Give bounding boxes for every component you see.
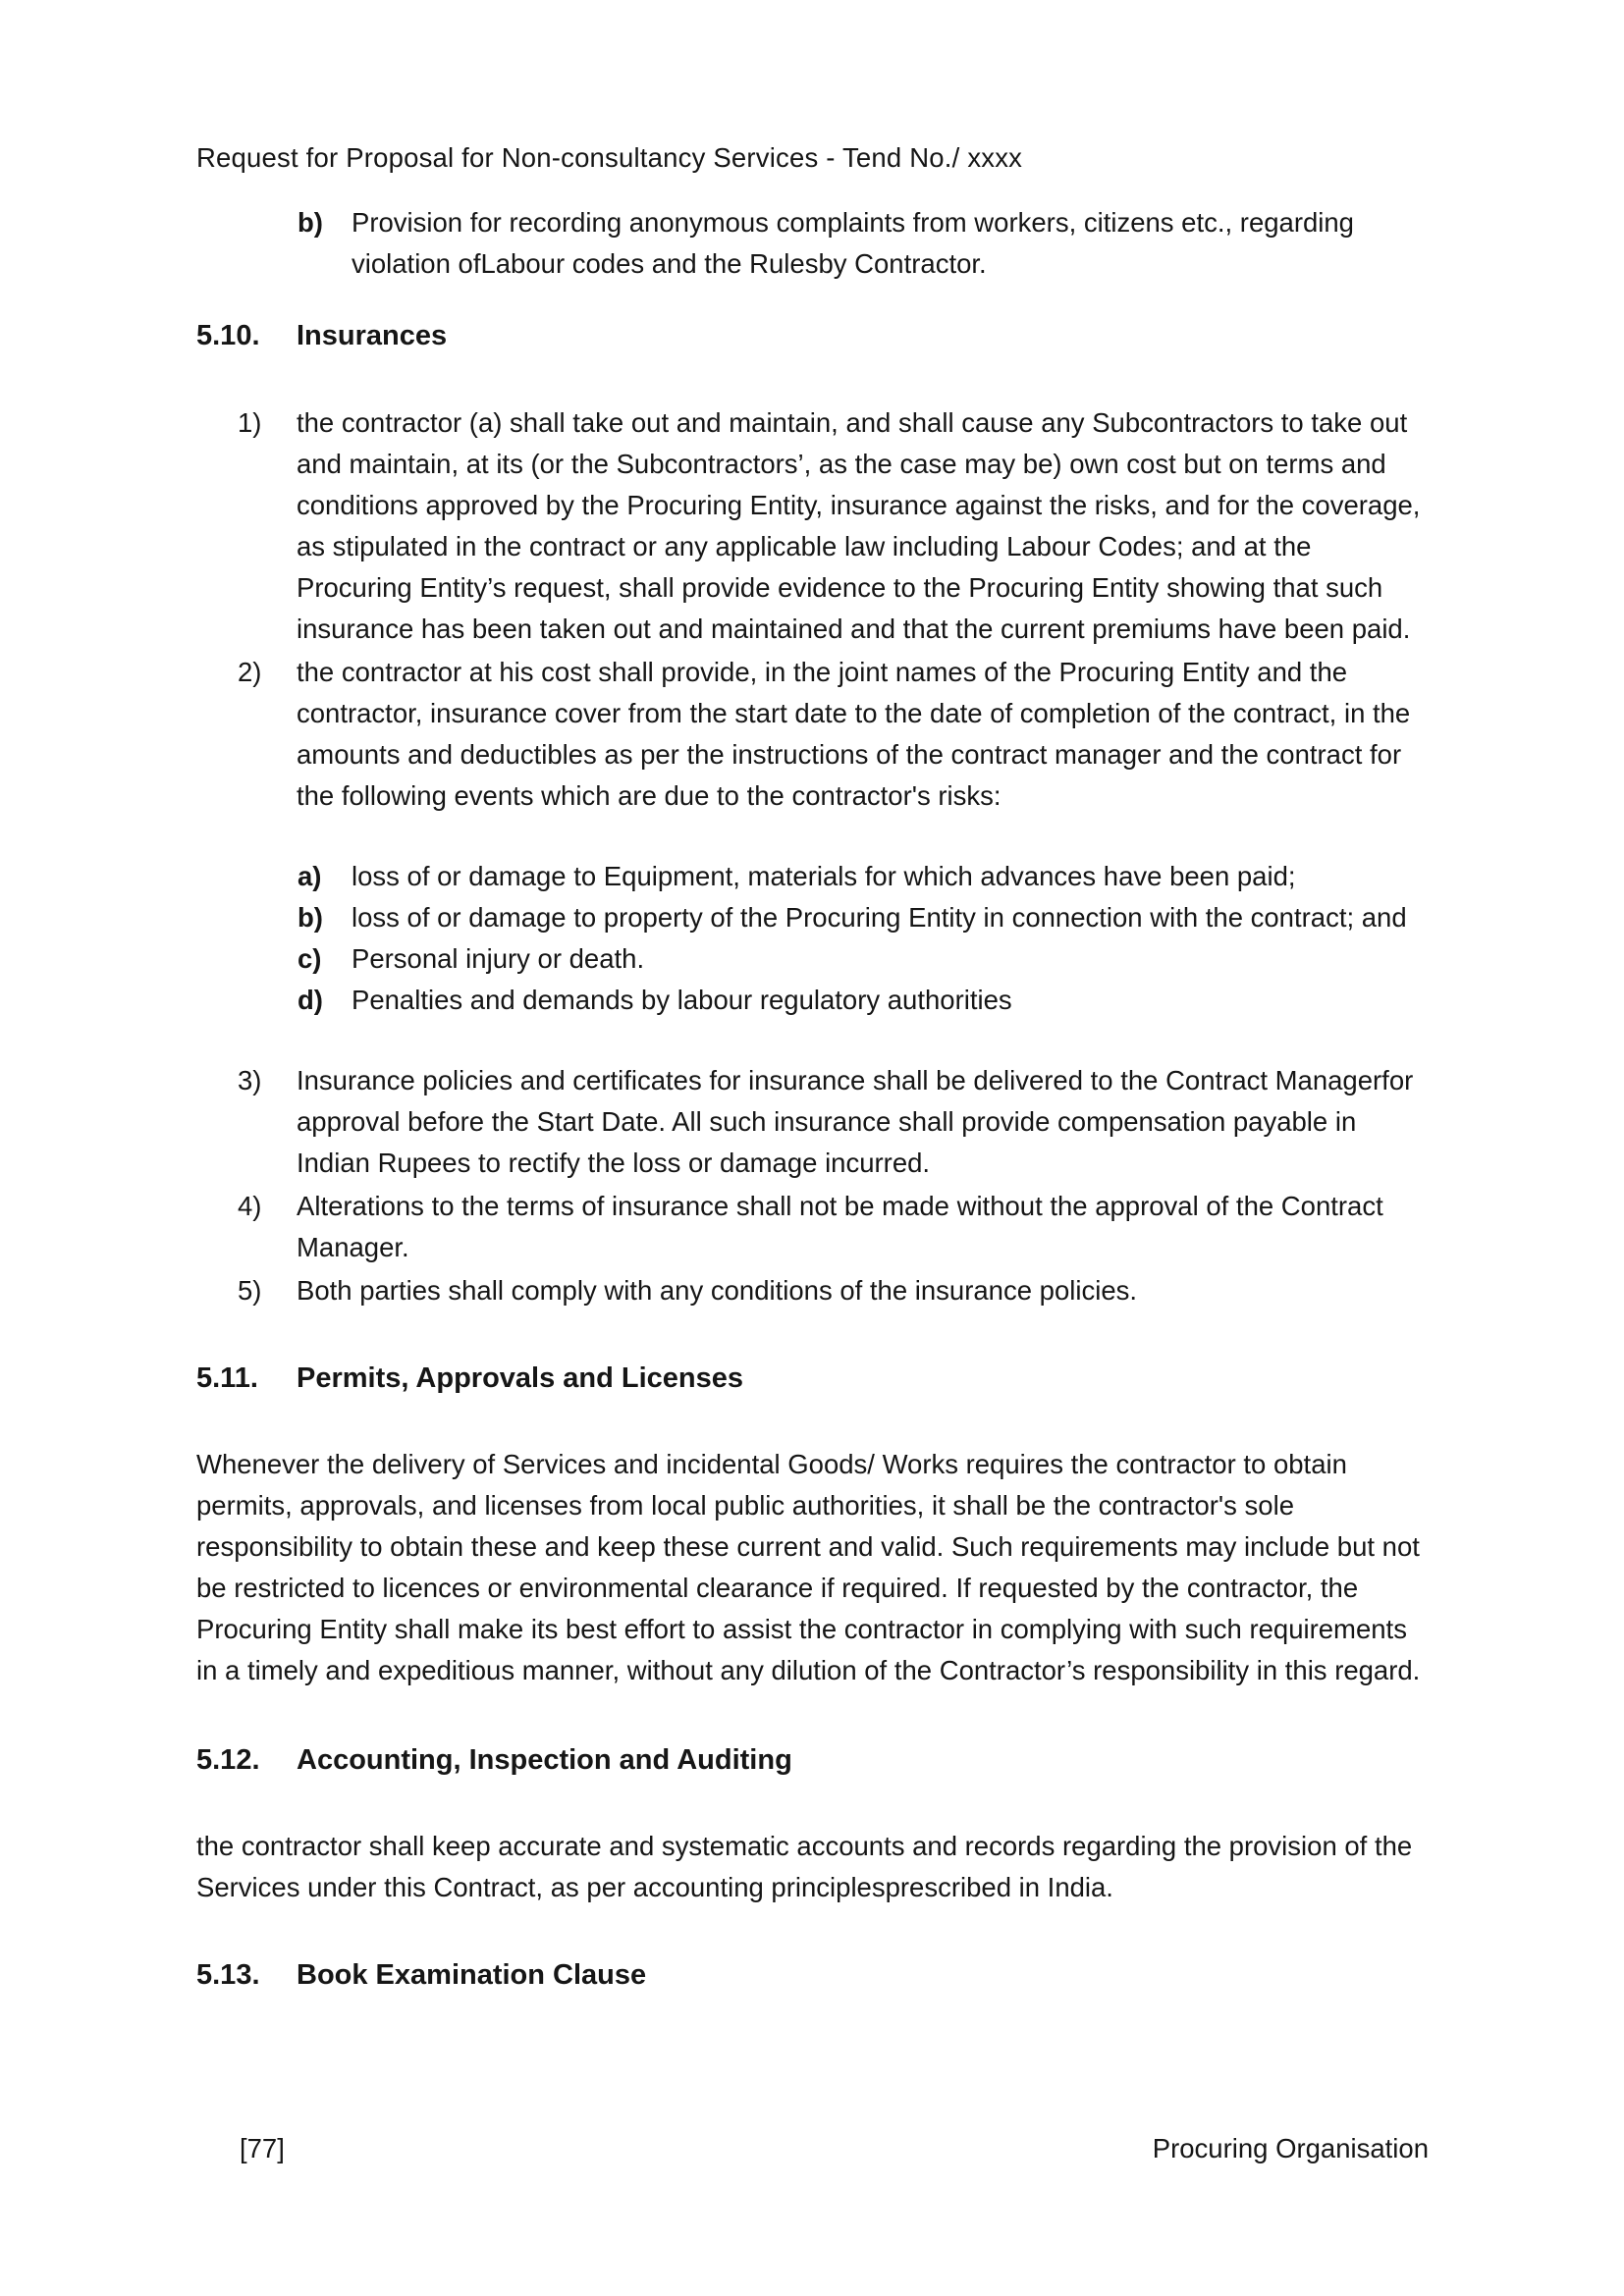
- list-item-intro-b: [196, 202, 1429, 285]
- list-item-text: the contractor at his cost shall provide, in the joint names of the Procuring Entity and the contractor, insurance cover from the start date to the date of completion of the contract, in the amounts and deductibles as per the instructions of the contract manager and the contract for the following events which are due to the contractor's risks:: [297, 657, 1411, 811]
- section-heading-5-10: [196, 314, 1429, 357]
- section-number: 5.12.: [196, 1744, 260, 1776]
- footer-organisation: Procuring Organisation: [1152, 2133, 1429, 2163]
- sub-item-b: [196, 897, 1429, 938]
- section-heading-5-11: [196, 1357, 1429, 1400]
- list-item-1: [196, 402, 1429, 650]
- list-item-label: 2): [238, 657, 262, 687]
- sub-item-a: [196, 856, 1429, 897]
- section-heading-5-13: [196, 1953, 1429, 1997]
- section-heading-5-12: [196, 1738, 1429, 1782]
- list-item-text: the contractor (a) shall take out and maintain, and shall cause any Subcontractors to take out and maintain, at its (or the Subcontractors’, as the case may be) own cost but on terms and conditions approved by the Procuring Entity, insurance against the risks, and for the coverage, as stipulated in the contract or any applicable law including Labour Codes; and at the Procuring Entity’s request, shall provide evidence to the Procuring Entity showing that such insurance has been taken out and maintained and that the current premiums have been paid.: [297, 407, 1421, 644]
- list-item-label: b): [298, 207, 323, 238]
- list-item-text: Provision for recording anonymous complaints from workers, citizens etc., regarding violation ofLabour codes and the Rulesby Contractor.: [352, 207, 1354, 279]
- section-title: Book Examination Clause: [297, 1959, 647, 1991]
- list-item-label: d): [298, 985, 323, 1015]
- sub-item-c: [196, 938, 1429, 980]
- lettered-sub-list: [196, 856, 1429, 1021]
- list-item-text: Alterations to the terms of insurance shall not be made without the approval of the Contract Manager.: [297, 1191, 1383, 1262]
- list-item-label: 1): [238, 407, 262, 438]
- page-header-title: Request for Proposal for Non-consultancy Services - Tend No./ xxxx: [196, 142, 1023, 173]
- section-title: Accounting, Inspection and Auditing: [297, 1744, 792, 1776]
- list-item-3: [196, 1060, 1429, 1184]
- numbered-list-insurances: [196, 402, 1429, 817]
- list-item-text: Both parties shall comply with any conditions of the insurance policies.: [297, 1275, 1138, 1306]
- footer-page-number: [77]: [240, 2133, 285, 2163]
- list-item-label: 3): [238, 1065, 262, 1095]
- list-item-label: c): [298, 943, 322, 974]
- list-item-label: a): [298, 861, 322, 891]
- section-number: 5.11.: [196, 1362, 258, 1394]
- list-item-2: [196, 652, 1429, 817]
- list-item-text: loss of or damage to property of the Procuring Entity in connection with the contract; and: [352, 902, 1407, 933]
- section-5-12-paragraph: the contractor shall keep accurate and systematic accounts and records regarding the provision of the Services under this Contract, as per accounting principlesprescribed in India.: [196, 1831, 1413, 1902]
- list-item-4: [196, 1186, 1429, 1268]
- list-item-label: 5): [238, 1275, 262, 1306]
- list-item-label: b): [298, 902, 323, 933]
- section-number: 5.10.: [196, 320, 260, 351]
- section-5-11-paragraph: Whenever the delivery of Services and incidental Goods/ Works requires the contractor to obtain permits, approvals, and licenses from local public authorities, it shall be the contractor's sole responsibility to obtain these and keep these current and valid. Such requirements may include but not be restricted to licences or environmental clearance if required. If requested by the contractor, the Procuring Entity shall make its best effort to assist the contractor in complying with such requirements in a timely and expeditious manner, without any dilution of the Contractor’s responsibility in this regard.: [196, 1449, 1421, 1685]
- section-number: 5.13.: [196, 1959, 260, 1991]
- section-title: Insurances: [297, 320, 448, 351]
- list-item-text: Personal injury or death.: [352, 943, 645, 974]
- list-item-5: [196, 1270, 1429, 1311]
- section-title: Permits, Approvals and Licenses: [297, 1362, 744, 1394]
- list-item-label: 4): [238, 1191, 262, 1221]
- list-item-text: loss of or damage to Equipment, materials for which advances have been paid;: [352, 861, 1296, 891]
- sub-item-d: [196, 980, 1429, 1021]
- list-item-text: Penalties and demands by labour regulatory authorities: [352, 985, 1012, 1015]
- list-item-text: Insurance policies and certificates for insurance shall be delivered to the Contract Managerfor approval before the Start Date. All such insurance shall provide compensation payable in Indian Rupees to rectify the loss or damage incurred.: [297, 1065, 1414, 1178]
- numbered-list-insurances-continued: [196, 1060, 1429, 1311]
